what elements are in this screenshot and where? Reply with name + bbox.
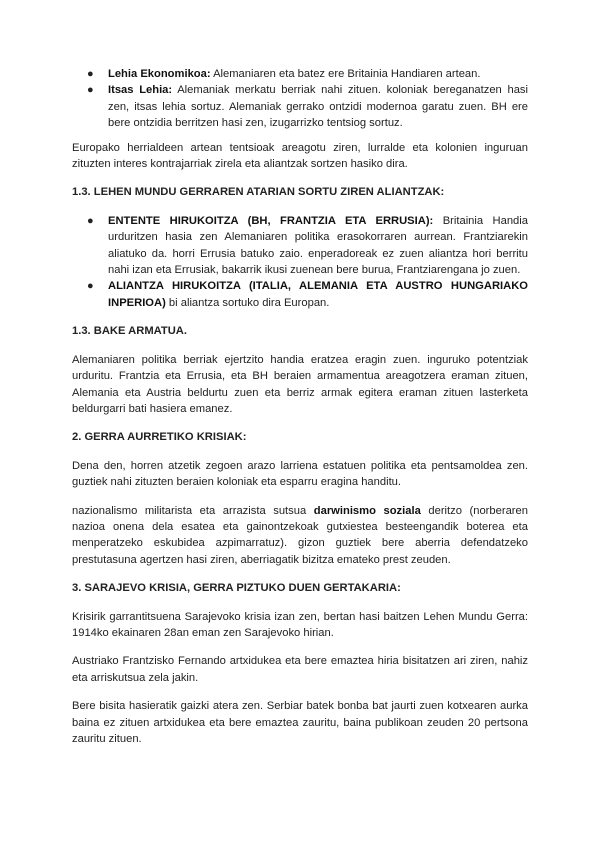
list-item (72, 66, 528, 82)
paragraph-dena-den: Dena den, horren atzetik zegoen arazo larriena estatuen politika eta pentsamoldea zen. guztiek nahi zituzten beraien koloniak eta esparru eragina handitu. (72, 459, 528, 489)
paragraph-krisirik: Krisirik garrantitsuena Sarajevoko krisia izan zen, bertan hasi baitzen Lehen Mundu Gerra: 1914ko ekainaren 28an eman zen Sarajevoko hirian. (72, 610, 528, 639)
nazionalismo-text: nazionalismo militarista eta arrazista sutsua (72, 504, 314, 517)
bullet-icon: ● (87, 68, 94, 80)
list-item-text: Britainia Handia urduritzen hasia zen Alemaniaren politika erasokorraren aurrean. Frantziarekin aliatuko da. horri Errusia batuko zaio. enperadoreak ez zuen aliantza hori berritu nahi izan eta Errusiak, bakarrik ikusi zuenean bere burua, Frantziarengana jo zuen. (108, 214, 528, 277)
list-item-text: bi aliantza sortuko dira Europan. (165, 296, 330, 309)
document-page (72, 66, 528, 747)
list-item-label: Itsas Lehia: (108, 84, 173, 97)
paragraph-europa: Europako herrialdeen artean tentsioak areagotu ziren, lurralde eta kolonien inguruan zituzten interes kontrajarriak zirela eta aliantzak sortzen hasiko dira. (72, 141, 528, 171)
list-item-text: Alemaniak merkatu berriak nahi zituen. koloniak bereganatzen hasi zen, itsas lehia sortuz. Alemaniak gerrako ontzidi modernoa garatu zuen. BH ere bere ontzidia berritzen hasi zen, izugarrizko tentsiog sortuz. (108, 84, 528, 130)
heading-gerra-krisiak: 2. GERRA AURRETIKO KRISIAK: (72, 431, 247, 444)
list-item (72, 82, 528, 131)
paragraph-bake: Alemaniaren politika berriak ejertzito handia eratzea eragin zuen. inguruko potentziak urduritu. Frantzia eta Errusia, eta BH beraien armamentua areagotzera eraman zituen, Alemania eta Austria beldurtu zuen eta berriz armak egitera eraman zituen lasterketa beldurgarri bati hasiera emanez. (72, 353, 528, 415)
paragraph-nazionalismo (72, 503, 528, 569)
heading-sarajevo: 3. SARAJEVO KRISIA, GERRA PIZTUKO DUEN GERTAKARIA: (72, 582, 401, 595)
alliances-list (72, 213, 528, 311)
list-item-label: Lehia Ekonomikoa: (108, 68, 211, 80)
bullet-icon: ● (87, 280, 94, 293)
paragraph-austriako: Austriako Frantzisko Fernando artxidukea eta bere emaztea hiria bisitatzen ari ziren, nahiz eta arriskutsua zela jakin. (72, 655, 528, 684)
economic-rivalry-list (72, 66, 528, 132)
list-item-text: Alemaniaren eta batez ere Britainia Handiaren artean. (210, 68, 481, 80)
list-item-label: ALIANTZA HIRUKOITZA (ITALIA, ALEMANIA ETA AUSTRO HUNGARIAKO INPERIOA) (108, 280, 528, 309)
list-item (72, 213, 528, 279)
bullet-icon: ● (87, 214, 94, 227)
darwinismo-term: darwinismo soziala (313, 504, 421, 517)
list-item (72, 278, 528, 311)
heading-alliances: 1.3. LEHEN MUNDU GERRAREN ATARIAN SORTU ZIREN ALIANTZAK: (72, 186, 445, 199)
bullet-icon: ● (87, 84, 94, 97)
heading-bake-armatua: 1.3. BAKE ARMATUA. (72, 325, 187, 338)
paragraph-bere-bisita: Bere bisita hasieratik gaizki atera zen. Serbiar batek bonba bat jaurti zuen kotxearen aurka baina ez zituen artxidukea eta bere emaztea zauritu, baina publikoan zeuden 20 pertsona zauritu zituen. (72, 700, 528, 745)
list-item-label: ENTENTE HIRUKOITZA (BH, FRANTZIA ETA ERRUSIA): (108, 214, 434, 227)
nazionalismo-text-cont: deritzo (norberaren nazioa onena dela esatea eta gainontzekoak gutxiestea besteengandik boterea eta menperatzeko eskubidea azpimarratuz). gizon guztiek bere aberria defendatzeko prestutasuna agertzen hasi ziren, aberriagatik bizitza emateko prest zeuden. (72, 504, 528, 566)
